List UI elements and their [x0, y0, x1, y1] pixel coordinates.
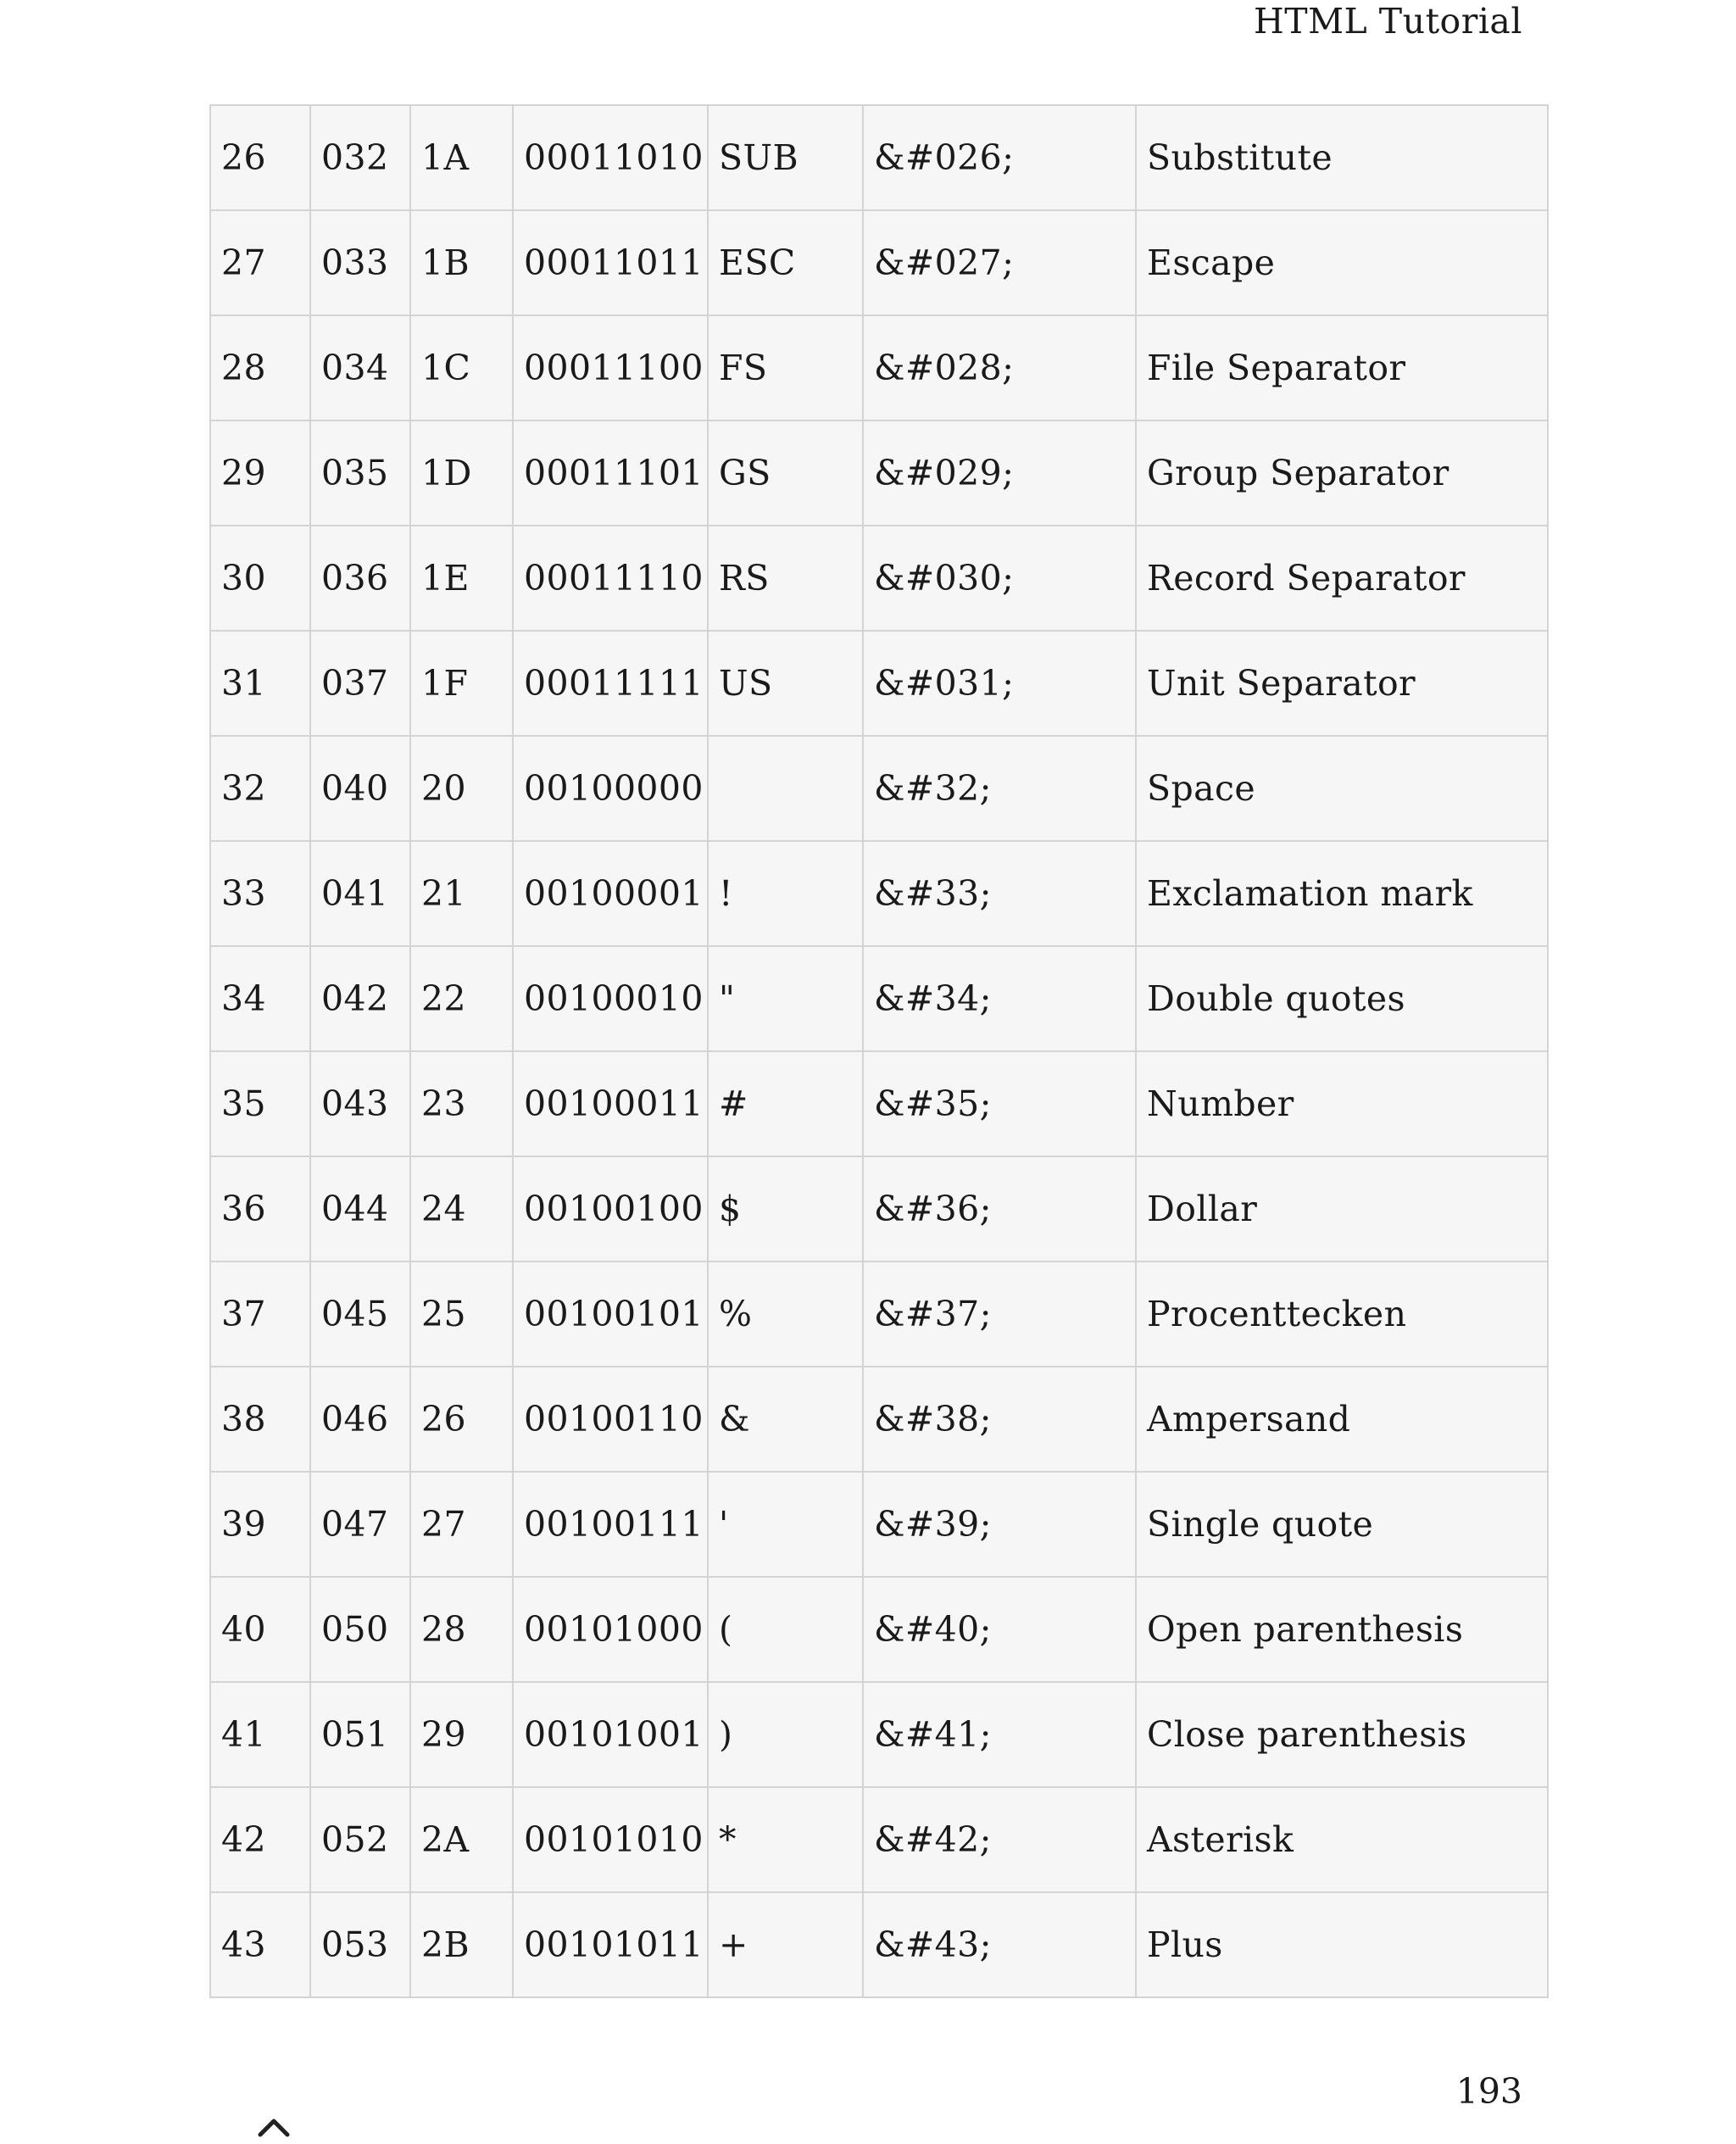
hex-cell: 1A: [410, 105, 513, 210]
description-cell: Plus: [1136, 1892, 1548, 1997]
symbol-cell: $: [708, 1156, 863, 1261]
decimal-cell: 41: [210, 1682, 310, 1787]
octal-cell: 046: [310, 1367, 410, 1472]
html-number-cell: &#37;: [863, 1261, 1136, 1367]
table-row: [210, 420, 1548, 526]
html-number-cell: &#031;: [863, 631, 1136, 736]
hex-cell: 1D: [410, 420, 513, 526]
binary-cell: 00100011: [513, 1051, 708, 1156]
symbol-cell: RS: [708, 526, 863, 631]
hex-cell: 2A: [410, 1787, 513, 1892]
table-row: [210, 736, 1548, 841]
decimal-cell: 32: [210, 736, 310, 841]
table-row: [210, 1472, 1548, 1577]
html-number-cell: &#36;: [863, 1156, 1136, 1261]
binary-cell: 00100110: [513, 1367, 708, 1472]
table-row: [210, 631, 1548, 736]
symbol-cell: #: [708, 1051, 863, 1156]
octal-cell: 052: [310, 1787, 410, 1892]
octal-cell: 041: [310, 841, 410, 946]
table-row: [210, 841, 1548, 946]
html-number-cell: &#35;: [863, 1051, 1136, 1156]
table-row: [210, 105, 1548, 210]
hex-cell: 24: [410, 1156, 513, 1261]
table-row: [210, 1892, 1548, 1997]
octal-cell: 037: [310, 631, 410, 736]
binary-cell: 00101011: [513, 1892, 708, 1997]
symbol-cell: *: [708, 1787, 863, 1892]
binary-cell: 00100010: [513, 946, 708, 1051]
octal-cell: 043: [310, 1051, 410, 1156]
octal-cell: 047: [310, 1472, 410, 1577]
ascii-code-table: [209, 104, 1549, 1998]
html-number-cell: &#33;: [863, 841, 1136, 946]
hex-cell: 26: [410, 1367, 513, 1472]
html-number-cell: &#028;: [863, 315, 1136, 420]
html-number-cell: &#38;: [863, 1367, 1136, 1472]
octal-cell: 044: [310, 1156, 410, 1261]
html-number-cell: &#41;: [863, 1682, 1136, 1787]
symbol-cell: US: [708, 631, 863, 736]
decimal-cell: 36: [210, 1156, 310, 1261]
decimal-cell: 28: [210, 315, 310, 420]
hex-cell: 1F: [410, 631, 513, 736]
binary-cell: 00011110: [513, 526, 708, 631]
symbol-cell: FS: [708, 315, 863, 420]
symbol-cell: +: [708, 1892, 863, 1997]
decimal-cell: 37: [210, 1261, 310, 1367]
table-row: [210, 315, 1548, 420]
ascii-table-body: [210, 105, 1548, 1997]
html-number-cell: &#026;: [863, 105, 1136, 210]
symbol-cell: ': [708, 1472, 863, 1577]
table-row: [210, 1367, 1548, 1472]
description-cell: Unit Separator: [1136, 631, 1548, 736]
description-cell: Close parenthesis: [1136, 1682, 1548, 1787]
hex-cell: 21: [410, 841, 513, 946]
description-cell: Open parenthesis: [1136, 1577, 1548, 1682]
table-row: [210, 1051, 1548, 1156]
decimal-cell: 33: [210, 841, 310, 946]
table-row: [210, 210, 1548, 315]
binary-cell: 00101010: [513, 1787, 708, 1892]
decimal-cell: 34: [210, 946, 310, 1051]
binary-cell: 00011100: [513, 315, 708, 420]
description-cell: Asterisk: [1136, 1787, 1548, 1892]
symbol-cell: ): [708, 1682, 863, 1787]
hex-cell: 28: [410, 1577, 513, 1682]
binary-cell: 00100101: [513, 1261, 708, 1367]
description-cell: Group Separator: [1136, 420, 1548, 526]
binary-cell: 00100100: [513, 1156, 708, 1261]
html-number-cell: &#42;: [863, 1787, 1136, 1892]
table-row: [210, 1787, 1548, 1892]
hex-cell: 22: [410, 946, 513, 1051]
description-cell: Space: [1136, 736, 1548, 841]
description-cell: Dollar: [1136, 1156, 1548, 1261]
description-cell: Escape: [1136, 210, 1548, 315]
symbol-cell: SUB: [708, 105, 863, 210]
binary-cell: 00101001: [513, 1682, 708, 1787]
binary-cell: 00011011: [513, 210, 708, 315]
html-number-cell: &#39;: [863, 1472, 1136, 1577]
page-number: 193: [1455, 2071, 1522, 2112]
table-row: [210, 1682, 1548, 1787]
decimal-cell: 26: [210, 105, 310, 210]
hex-cell: 23: [410, 1051, 513, 1156]
decimal-cell: 38: [210, 1367, 310, 1472]
symbol-cell: ESC: [708, 210, 863, 315]
chevron-up-icon[interactable]: [255, 2113, 292, 2141]
description-cell: Procenttecken: [1136, 1261, 1548, 1367]
octal-cell: 042: [310, 946, 410, 1051]
hex-cell: 1E: [410, 526, 513, 631]
octal-cell: 033: [310, 210, 410, 315]
hex-cell: 1C: [410, 315, 513, 420]
html-number-cell: &#40;: [863, 1577, 1136, 1682]
octal-cell: 034: [310, 315, 410, 420]
html-number-cell: &#030;: [863, 526, 1136, 631]
decimal-cell: 43: [210, 1892, 310, 1997]
binary-cell: 00011010: [513, 105, 708, 210]
description-cell: File Separator: [1136, 315, 1548, 420]
description-cell: Ampersand: [1136, 1367, 1548, 1472]
decimal-cell: 27: [210, 210, 310, 315]
octal-cell: 035: [310, 420, 410, 526]
symbol-cell: (: [708, 1577, 863, 1682]
table-row: [210, 1577, 1548, 1682]
binary-cell: 00101000: [513, 1577, 708, 1682]
description-cell: Double quotes: [1136, 946, 1548, 1051]
hex-cell: 2B: [410, 1892, 513, 1997]
binary-cell: 00011101: [513, 420, 708, 526]
octal-cell: 050: [310, 1577, 410, 1682]
description-cell: Single quote: [1136, 1472, 1548, 1577]
decimal-cell: 40: [210, 1577, 310, 1682]
html-number-cell: &#34;: [863, 946, 1136, 1051]
html-number-cell: &#43;: [863, 1892, 1136, 1997]
decimal-cell: 31: [210, 631, 310, 736]
table-row: [210, 526, 1548, 631]
table-row: [210, 1156, 1548, 1261]
hex-cell: 20: [410, 736, 513, 841]
octal-cell: 036: [310, 526, 410, 631]
symbol-cell: ": [708, 946, 863, 1051]
octal-cell: 053: [310, 1892, 410, 1997]
binary-cell: 00100000: [513, 736, 708, 841]
description-cell: Substitute: [1136, 105, 1548, 210]
hex-cell: 1B: [410, 210, 513, 315]
hex-cell: 25: [410, 1261, 513, 1367]
decimal-cell: 30: [210, 526, 310, 631]
octal-cell: 051: [310, 1682, 410, 1787]
table-row: [210, 946, 1548, 1051]
html-number-cell: &#029;: [863, 420, 1136, 526]
html-number-cell: &#32;: [863, 736, 1136, 841]
binary-cell: 00100111: [513, 1472, 708, 1577]
table-row: [210, 1261, 1548, 1367]
decimal-cell: 35: [210, 1051, 310, 1156]
hex-cell: 27: [410, 1472, 513, 1577]
html-number-cell: &#027;: [863, 210, 1136, 315]
decimal-cell: 39: [210, 1472, 310, 1577]
symbol-cell: %: [708, 1261, 863, 1367]
symbol-cell: !: [708, 841, 863, 946]
page-header-title: HTML Tutorial: [1253, 1, 1522, 42]
hex-cell: 29: [410, 1682, 513, 1787]
description-cell: Record Separator: [1136, 526, 1548, 631]
octal-cell: 045: [310, 1261, 410, 1367]
binary-cell: 00100001: [513, 841, 708, 946]
symbol-cell: &: [708, 1367, 863, 1472]
octal-cell: 040: [310, 736, 410, 841]
description-cell: Number: [1136, 1051, 1548, 1156]
description-cell: Exclamation mark: [1136, 841, 1548, 946]
symbol-cell: GS: [708, 420, 863, 526]
decimal-cell: 42: [210, 1787, 310, 1892]
octal-cell: 032: [310, 105, 410, 210]
symbol-cell: [708, 736, 863, 841]
decimal-cell: 29: [210, 420, 310, 526]
binary-cell: 00011111: [513, 631, 708, 736]
